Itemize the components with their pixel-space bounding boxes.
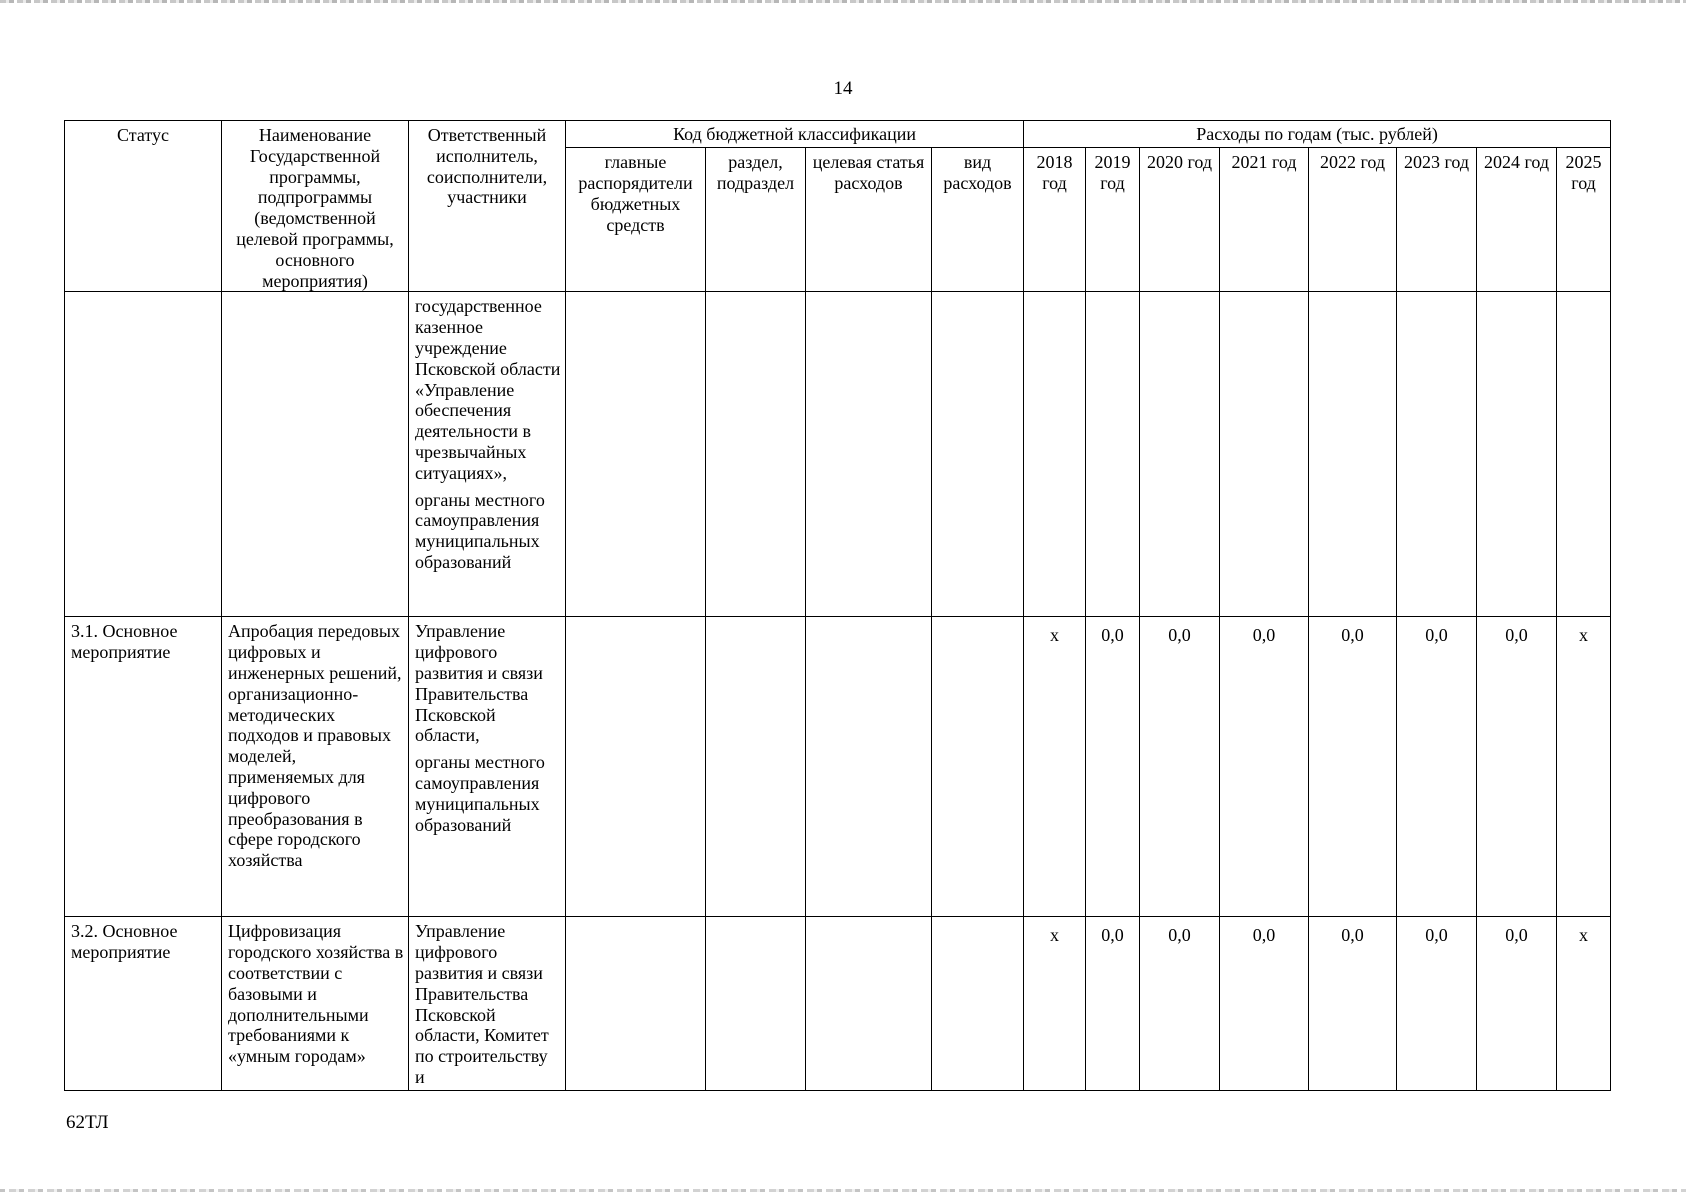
value-2022 [1309,292,1397,617]
header-year-2021: 2021 год [1220,148,1309,292]
header-year-2023: 2023 год [1397,148,1477,292]
expense-type-cell [932,917,1024,1090]
scan-edge-bottom [0,1189,1686,1192]
value-2024: 0,0 [1477,617,1557,917]
value-2019: 0,0 [1086,617,1140,917]
section-cell [706,917,806,1090]
header-status: Статус [65,121,222,292]
header-year-2022: 2022 год [1309,148,1397,292]
value-2024: 0,0 [1477,917,1557,1090]
value-2022: 0,0 [1309,917,1397,1090]
header-year-2024: 2024 год [1477,148,1557,292]
header-expense-type: вид расходов [932,148,1024,292]
value-2021: 0,0 [1220,617,1309,917]
value-2019 [1086,292,1140,617]
executor-line: Управление цифрового развития и связи Правительства Псковской области, Комитет по строительству и [415,921,549,1087]
executor-line: органы местного самоуправления муниципальных образований [415,489,545,572]
section-cell [706,617,806,917]
status-cell: 3.2. Основное мероприятие [65,917,222,1090]
scan-edge-top [0,0,1686,3]
executor-cell [409,617,566,917]
executor-cell [409,917,566,1090]
value-2018 [1024,292,1086,617]
value-2021 [1220,292,1309,617]
page-number: 14 [833,78,853,99]
section-cell [706,292,806,617]
chief-managers-cell [566,292,706,617]
value-2025: х [1557,617,1611,917]
footer-code: 62ТЛ [66,1112,109,1133]
header-year-2018: 2018 год [1024,148,1086,292]
expense-type-cell [932,617,1024,917]
value-2023: 0,0 [1397,917,1477,1090]
value-2025: х [1557,917,1611,1090]
status-cell: 3.1. Основное мероприятие [65,617,222,917]
target-article-cell [806,292,932,617]
executor-cell [409,292,566,617]
status-cell [65,292,222,617]
value-2025 [1557,292,1611,617]
value-2021: 0,0 [1220,917,1309,1090]
chief-managers-cell [566,617,706,917]
header-chief-managers: главные распорядители бюджетных средств [566,148,706,292]
target-article-cell [806,617,932,917]
executor-line: органы местного самоуправления муниципальных образований [415,752,545,835]
header-name: Наименование Государственной программы, подпрограммы (ведомственной целевой программы, основного мероприятия) [222,121,409,292]
header-year-2020: 2020 год [1140,148,1220,292]
value-2018: х [1024,917,1086,1090]
value-2024 [1477,292,1557,617]
value-2023 [1397,292,1477,617]
value-2018: х [1024,617,1086,917]
value-2023: 0,0 [1397,617,1477,917]
executor-line: Управление цифрового развития и связи Правительства Псковской области, [415,621,543,746]
value-2022: 0,0 [1309,617,1397,917]
table-row [65,617,1611,917]
name-cell: Цифровизация городского хозяйства в соответствии с базовыми и дополнительными требованиями к «умным городам» [222,917,409,1090]
header-year-2019: 2019 год [1086,148,1140,292]
value-2020 [1140,292,1220,617]
expense-type-cell [932,292,1024,617]
budget-table [64,120,1611,1091]
header-executor: Ответственный исполнитель, соисполнители, участники [409,121,566,292]
header-year-2025: 2025 год [1557,148,1611,292]
table-row [65,917,1611,1090]
value-2019: 0,0 [1086,917,1140,1090]
name-cell: Апробация передовых цифровых и инженерных решений, организационно-методических подходов и правовых моделей, применяемых для цифрового преобразования в сфере городского хозяйства [222,617,409,917]
header-budget-code-group: Код бюджетной классификации [566,121,1024,148]
target-article-cell [806,917,932,1090]
header-row-1 [65,121,1611,148]
header-target-article: целевая статья расходов [806,148,932,292]
chief-managers-cell [566,917,706,1090]
name-cell [222,292,409,617]
header-expenses-group: Расходы по годам (тыс. рублей) [1024,121,1611,148]
value-2020: 0,0 [1140,617,1220,917]
header-section: раздел, подраздел [706,148,806,292]
executor-line: государственное казенное учреждение Псковской области «Управление обеспечения деятельности в чрезвычайных ситуациях», [415,296,561,483]
value-2020: 0,0 [1140,917,1220,1090]
table-row [65,292,1611,617]
